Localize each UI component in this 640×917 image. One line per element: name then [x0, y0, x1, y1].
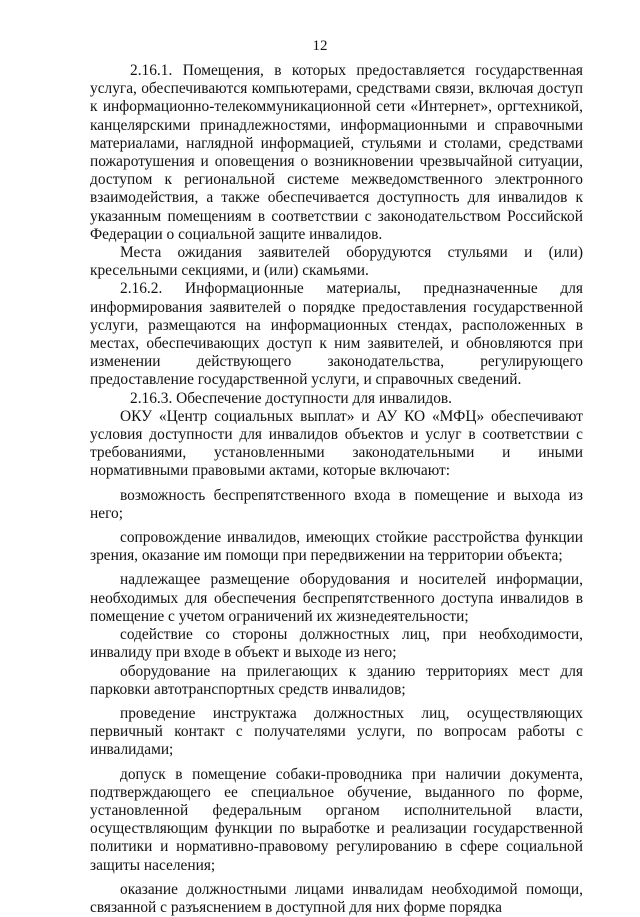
- paragraph-waiting-areas: Места ожидания заявителей оборудуются стульями и (или) кресельными секциями, и (или) скамьями.: [90, 244, 583, 280]
- paragraph-2-16-2: 2.16.2. Информационные материалы, предназначенные для информирования заявителей о порядке предоставления государственной услуги, размещаются на информационных стендах, расположенных в местах, обеспечивающих доступ к ним заявителей, и обновляются при изменении действующего законодательства, регулирующего предоставление государственной услуги, и справочных сведений.: [90, 280, 583, 389]
- paragraph-accessibility-intro: ОКУ «Центр социальных выплат» и АУ КО «МФЦ» обеспечивают условия доступности для инвалидов объектов и услуг в соответствии с требованиями, установленными законодательными и иными нормативными правовыми актами, которые включают:: [90, 407, 583, 480]
- list-item: допуск в помещение собаки-проводника при наличии документа, подтверждающего ее специальное обучение, выданного по форме, установленной федеральным органом исполнительной власти, осуществляющим функции по выработке и реализации государственной политики и нормативно-правовому регулированию в сфере социальной защиты населения;: [90, 765, 583, 874]
- document-body: [90, 62, 583, 917]
- list-item: оборудование на прилегающих к зданию территориях мест для парковки автотранспортных средств инвалидов;: [90, 662, 583, 698]
- list-item: сопровождение инвалидов, имеющих стойкие расстройства функции зрения, оказание им помощи при передвижении на территории объекта;: [90, 529, 583, 565]
- page-number: 12: [312, 38, 328, 54]
- list-item: проведение инструктажа должностных лиц, осуществляющих первичный контакт с получателями услуги, по вопросам работы с инвалидами;: [90, 704, 583, 759]
- paragraph-2-16-1: 2.16.1. Помещения, в которых предоставляется государственная услуга, обеспечиваются компьютерами, средствами связи, включая доступ к информационно-телекоммуникационной сети «Интернет», оргтехникой, канцелярскими принадлежностями, информационными и справочными материалами, наглядной информацией, стульями и столами, средствами пожаротушения и оповещения о возникновении чрезвычайной ситуации, доступом к региональной системе межведомственного электронного взаимодействия, а также обеспечивается доступность для инвалидов к указанным помещениям в соответствии с законодательством Российской Федерации о социальной защите инвалидов.: [90, 62, 583, 243]
- paragraph-2-16-3-heading: 2.16.3. Обеспечение доступности для инвалидов.: [130, 389, 453, 407]
- list-item: надлежащее размещение оборудования и носителей информации, необходимых для обеспечения беспрепятственного доступа инвалидов в помещение с учетом ограничений их жизнедеятельности;: [90, 571, 583, 625]
- list-item: возможность беспрепятственного входа в помещение и выхода из него;: [90, 486, 583, 522]
- list-item: содействие со стороны должностных лиц, при необходимости, инвалиду при входе в объект и выходе из него;: [90, 626, 583, 662]
- list-item: оказание должностными лицами инвалидам необходимой помощи, связанной с разъяснением в доступной для них форме порядка: [90, 880, 583, 916]
